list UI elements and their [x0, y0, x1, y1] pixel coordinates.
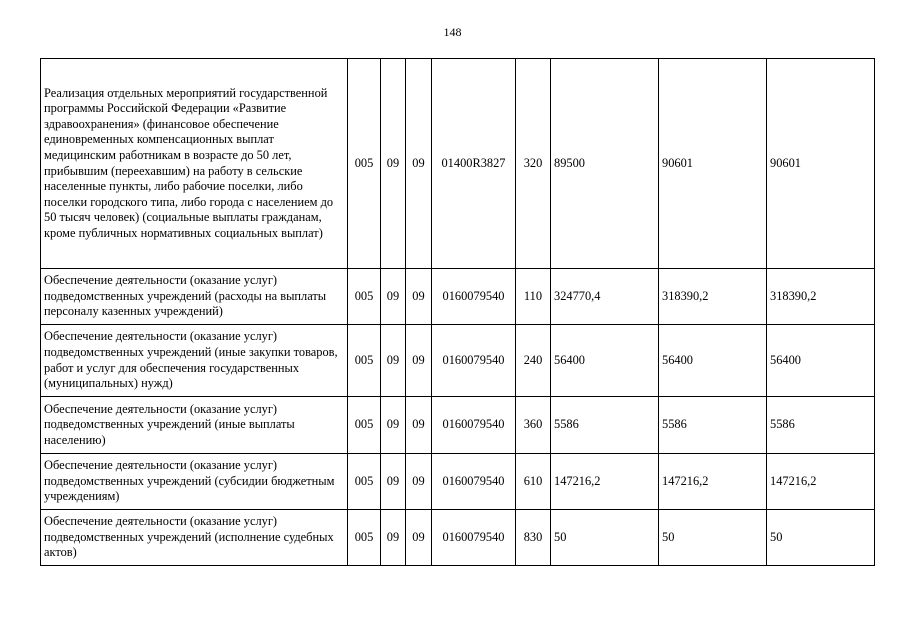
budget-table: [40, 58, 875, 566]
row-description: Обеспечение деятельности (оказание услуг) подведомственных учреждений (субсидии бюджетным учреждениям): [41, 454, 348, 510]
amount-year-3: 5586: [767, 397, 875, 454]
expense-type-code: 110: [516, 269, 551, 325]
section-code: 09: [381, 510, 406, 566]
amount-year-2: 90601: [659, 59, 767, 269]
ministry-code: 005: [348, 454, 381, 510]
table-row: [41, 510, 875, 566]
amount-year-2: 5586: [659, 397, 767, 454]
ministry-code: 005: [348, 59, 381, 269]
table-row: [41, 59, 875, 269]
amount-year-2: 318390,2: [659, 269, 767, 325]
subsection-code: 09: [406, 59, 432, 269]
row-description: Обеспечение деятельности (оказание услуг) подведомственных учреждений (исполнение судебных актов): [41, 510, 348, 566]
section-code: 09: [381, 269, 406, 325]
subsection-code: 09: [406, 269, 432, 325]
section-code: 09: [381, 325, 406, 397]
table-row: [41, 325, 875, 397]
section-code: 09: [381, 397, 406, 454]
ministry-code: 005: [348, 397, 381, 454]
amount-year-1: 5586: [551, 397, 659, 454]
amount-year-1: 147216,2: [551, 454, 659, 510]
expense-type-code: 240: [516, 325, 551, 397]
amount-year-1: 324770,4: [551, 269, 659, 325]
amount-year-1: 50: [551, 510, 659, 566]
amount-year-3: 90601: [767, 59, 875, 269]
expense-type-code: 360: [516, 397, 551, 454]
subsection-code: 09: [406, 325, 432, 397]
amount-year-1: 89500: [551, 59, 659, 269]
ministry-code: 005: [348, 510, 381, 566]
section-code: 09: [381, 454, 406, 510]
row-description: Обеспечение деятельности (оказание услуг) подведомственных учреждений (расходы на выплаты персоналу казенных учреждений): [41, 269, 348, 325]
target-article-code: 0160079540: [432, 325, 516, 397]
amount-year-3: 50: [767, 510, 875, 566]
subsection-code: 09: [406, 454, 432, 510]
row-description: Реализация отдельных мероприятий государственной программы Российской Федерации «Развитие здравоохранения» (финансовое обеспечение единовременных компенсационных выплат медицинским работникам в возрасте до 50 лет, прибывшим (переехавшим) на работу в сельские населенные пункты, либо рабочие поселки, либо поселки городского типа, либо города с населением до 50 тысяч человек) (социальные выплаты гражданам, кроме публичных нормативных социальных выплат): [41, 59, 348, 269]
amount-year-2: 50: [659, 510, 767, 566]
amount-year-3: 147216,2: [767, 454, 875, 510]
amount-year-3: 318390,2: [767, 269, 875, 325]
amount-year-2: 56400: [659, 325, 767, 397]
table-row: [41, 454, 875, 510]
amount-year-3: 56400: [767, 325, 875, 397]
section-code: 09: [381, 59, 406, 269]
subsection-code: 09: [406, 397, 432, 454]
target-article-code: 0160079540: [432, 454, 516, 510]
target-article-code: 0160079540: [432, 269, 516, 325]
subsection-code: 09: [406, 510, 432, 566]
ministry-code: 005: [348, 325, 381, 397]
target-article-code: 0160079540: [432, 397, 516, 454]
row-description: Обеспечение деятельности (оказание услуг) подведомственных учреждений (иные выплаты населению): [41, 397, 348, 454]
amount-year-1: 56400: [551, 325, 659, 397]
expense-type-code: 830: [516, 510, 551, 566]
target-article-code: 0160079540: [432, 510, 516, 566]
expense-type-code: 320: [516, 59, 551, 269]
page-number: 148: [443, 25, 462, 39]
table-row: [41, 269, 875, 325]
table-row: [41, 397, 875, 454]
ministry-code: 005: [348, 269, 381, 325]
amount-year-2: 147216,2: [659, 454, 767, 510]
row-description: Обеспечение деятельности (оказание услуг) подведомственных учреждений (иные закупки товаров, работ и услуг для обеспечения государственных (муниципальных) нужд): [41, 325, 348, 397]
expense-type-code: 610: [516, 454, 551, 510]
target-article-code: 01400R3827: [432, 59, 516, 269]
